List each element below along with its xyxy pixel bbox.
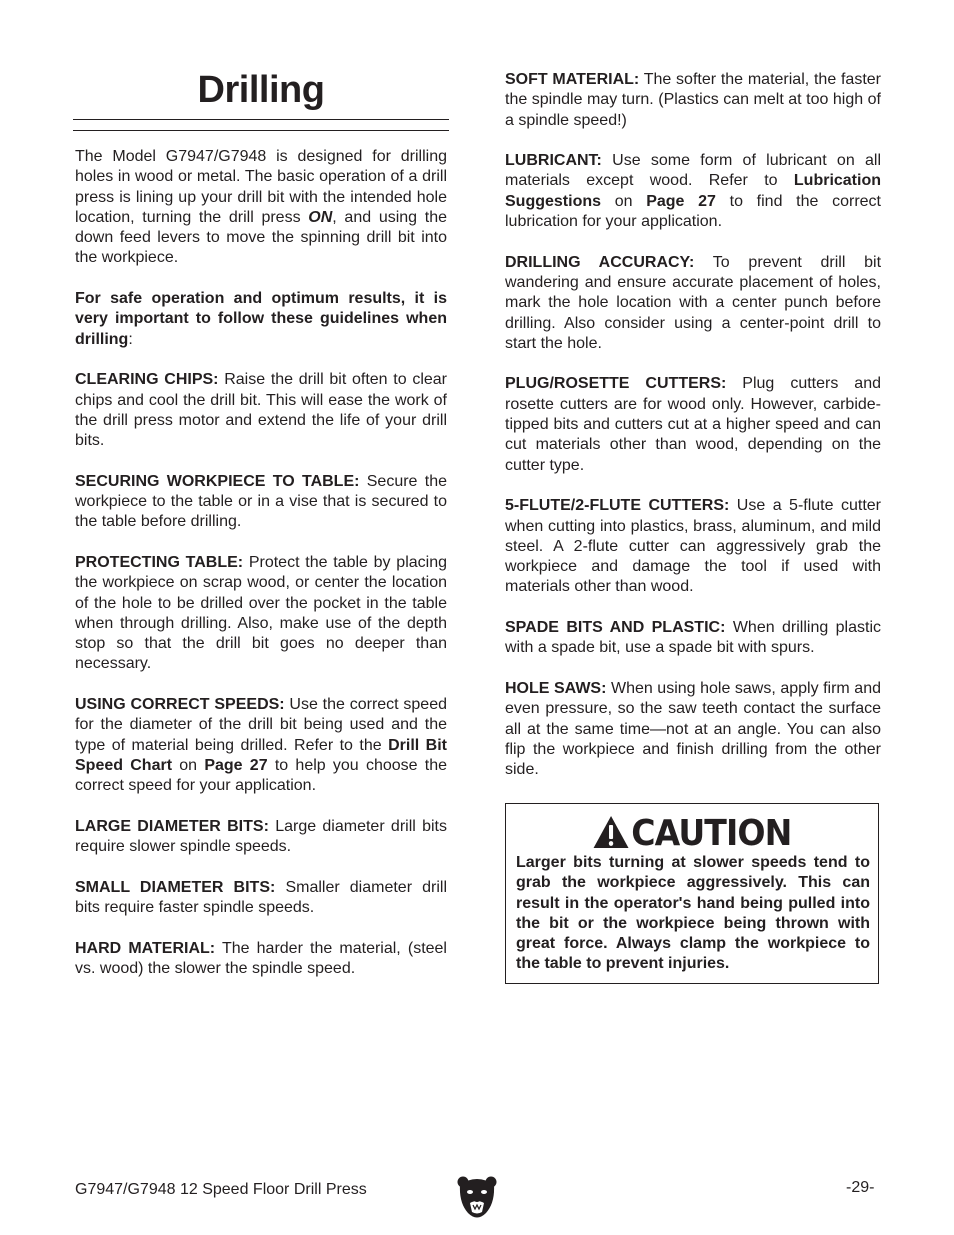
plug-cutters-paragraph: PLUG/ROSETTE CUTTERS: Plug cutters and rosette cutters are for wood only. However, carbide-tipped bits and cutters cut at a higher speed and can cut materials other than wood, depending on the cutter type. <box>505 375 882 474</box>
page-ref: Page 27 <box>646 192 716 210</box>
large-bits-paragraph: LARGE DIAMETER BITS: Large diameter drill bits require slower spindle speeds. <box>75 817 448 856</box>
speed-chart-ref: Drill Bit Speed Chart <box>75 736 448 774</box>
intro-paragraph: The Model G7947/G7948 is designed for drilling holes in wood or metal. The basic operation of a drill press is lining up your drill bit with the intended hole location, turning the drill press ON, and using the down feed levers to move the spinning drill bit into the workpiece. <box>75 148 448 267</box>
correct-speeds-paragraph: USING CORRECT SPEEDS: Use the correct speed for the diameter of the drill bit being used and the type of material being drilled. Refer to the Drill Bit Speed Chart on Page 27 to help you choose the correct speed for your application. <box>75 696 448 795</box>
footer-title: G7947/G7948 12 Speed Floor Drill Press <box>75 1181 367 1198</box>
securing-workpiece-paragraph: SECURING WORKPIECE TO TABLE: Secure the workpiece to the table or in a vise that is secured to the table before drilling. <box>75 472 448 531</box>
soft-material-paragraph: SOFT MATERIAL: The softer the material, the faster the spindle may turn. (Plastics can melt at too high of a spindle speed!) <box>505 71 881 129</box>
flute-cutters-paragraph: 5-FLUTE/2-FLUTE CUTTERS: Use a 5-flute cutter when cutting into plastics, brass, aluminum, and mild steel. A 2-flute cutter can aggressively grab the workpiece and damage the tool if used with materials other than wood. <box>505 497 881 596</box>
hard-material-paragraph: HARD MATERIAL: The harder the material, (steel vs. wood) the slower the spindle speed. <box>75 939 447 977</box>
caution-text: Larger bits turning at slower speeds tend to grab the workpiece aggressively. This can result in the operator's hand being pulled into the bit or the workpiece being thrown with great force. Always clamp the workpiece to the table to prevent injuries. <box>516 854 870 973</box>
warning-triangle-icon <box>593 815 630 849</box>
clearing-chips-paragraph: CLEARING CHIPS: Raise the drill bit often to clear chips and cool the drill bit. This will ease the work of the drill press motor and extend the life of your drill bits. <box>75 371 447 450</box>
title-rule-thick <box>73 119 449 120</box>
title-rule-thin <box>73 130 449 131</box>
page-ref: Page 27 <box>204 756 268 774</box>
page-title: Drilling <box>197 69 325 111</box>
right-column <box>505 70 881 801</box>
spade-bits-paragraph: SPADE BITS AND PLASTIC: When drilling plastic with a spade bit, use a spade bit with spurs. <box>505 619 882 657</box>
lubricant-paragraph: LUBRICANT: Use some form of lubricant on all materials except wood. Refer to Lubrication Suggestions on Page 27 to find the correct lubrication for your application. <box>505 152 881 231</box>
caution-heading: CAUTION <box>521 812 863 856</box>
small-bits-paragraph: SMALL DIAMETER BITS: Smaller diameter drill bits require faster spindle speeds. <box>75 878 448 916</box>
caution-box <box>505 803 879 984</box>
guidelines-paragraph: For safe operation and optimum results, it is very important to follow these guidelines when drilling: <box>75 290 447 348</box>
bear-logo-icon <box>456 1175 498 1221</box>
hole-saws-paragraph: HOLE SAWS: When using hole saws, apply firm and even pressure, so the saw teeth contact the surface all at the same time—not at an angle. You can also flip the workpiece and finish drilling from the other side. <box>505 679 881 779</box>
on-emphasis: ON <box>308 208 333 226</box>
drilling-accuracy-paragraph: DRILLING ACCURACY: To prevent drill bit wandering and ensure accurate placement of holes, mark the hole location with a center punch before drilling. Also consider using a center-point drill to start the hole. <box>505 253 882 352</box>
left-column <box>75 147 447 999</box>
page-number: -29- <box>846 1179 875 1196</box>
protecting-table-paragraph: PROTECTING TABLE: Protect the table by placing the workpiece on scrap wood, or center the location of the hole to be drilled over the pocket in the table when through drilling. Also, make use of the depth stop so that the drill bit goes no deeper than necessary. <box>75 553 447 673</box>
lubrication-ref: Lubrication Suggestions <box>505 172 881 210</box>
